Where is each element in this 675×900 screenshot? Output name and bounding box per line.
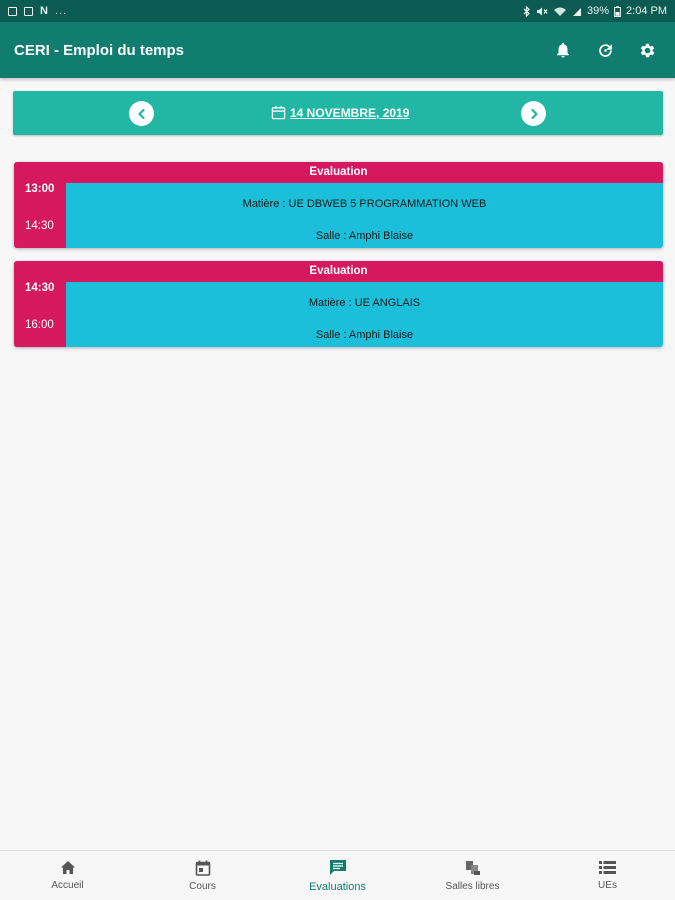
tab-evaluations[interactable] — [270, 851, 405, 900]
battery-percentage: 39% — [587, 5, 610, 17]
netflix-notification-icon: N — [40, 5, 48, 17]
tab-ues[interactable] — [540, 851, 675, 900]
gallery-notification-icon — [8, 7, 17, 16]
more-notifications-indicator: ... — [54, 5, 68, 17]
date-picker[interactable] — [271, 105, 409, 120]
bluetooth-icon — [523, 6, 531, 17]
calendar-icon — [271, 105, 286, 120]
event-subject: Matière : UE DBWEB 5 PROGRAMMATION WEB — [242, 198, 487, 210]
calendar-day-icon — [195, 860, 211, 876]
app-bar-actions — [553, 40, 657, 60]
bottom-navigation — [0, 850, 675, 900]
list-icon — [599, 860, 616, 875]
event-room: Salle : Amphi Blaise — [315, 329, 414, 341]
app-title: CERI - Emploi du temps — [14, 41, 185, 59]
wifi-icon — [553, 6, 567, 17]
event-start-time: 14:30 — [25, 282, 55, 294]
photo-notification-icon — [24, 7, 33, 16]
tab-salles-libres[interactable] — [405, 851, 540, 900]
chevron-right-icon — [528, 108, 540, 120]
home-icon — [60, 860, 76, 875]
event-type: Evaluation — [14, 261, 663, 282]
signal-icon — [572, 6, 582, 17]
bell-icon[interactable] — [553, 40, 573, 60]
event-start-time: 13:00 — [25, 183, 55, 195]
chat-icon — [329, 859, 347, 876]
mute-icon — [536, 6, 548, 17]
event-time-column — [14, 183, 66, 248]
app-bar — [0, 22, 675, 78]
event-type: Evaluation — [14, 162, 663, 183]
event-time-column — [14, 282, 66, 347]
event-details — [66, 282, 663, 347]
refresh-icon[interactable] — [595, 40, 615, 60]
tab-accueil[interactable] — [0, 851, 135, 900]
battery-icon — [614, 6, 621, 17]
rooms-icon — [465, 860, 481, 876]
chevron-left-icon — [136, 108, 148, 120]
event-card[interactable] — [14, 162, 663, 248]
tab-cours[interactable] — [135, 851, 270, 900]
previous-day-button[interactable] — [129, 101, 154, 126]
current-date[interactable]: 14 NOVEMBRE, 2019 — [290, 105, 410, 120]
event-details — [66, 183, 663, 248]
event-room: Salle : Amphi Blaise — [315, 230, 414, 242]
tab-label: Cours — [189, 880, 216, 892]
status-system — [523, 5, 667, 17]
clock: 2:04 PM — [626, 5, 667, 17]
status-notifications — [8, 5, 67, 17]
tab-label: Evaluations — [309, 880, 366, 893]
status-bar — [0, 0, 675, 22]
date-navigation — [13, 91, 663, 135]
gear-icon[interactable] — [637, 40, 657, 60]
event-card[interactable] — [14, 261, 663, 347]
event-subject: Matière : UE ANGLAIS — [308, 297, 421, 309]
next-day-button[interactable] — [521, 101, 546, 126]
tab-label: Accueil — [51, 880, 84, 891]
tab-label: Salles libres — [445, 880, 500, 892]
event-end-time: 16:00 — [25, 319, 54, 331]
tab-label: UEs — [598, 880, 617, 891]
event-end-time: 14:30 — [25, 220, 54, 232]
